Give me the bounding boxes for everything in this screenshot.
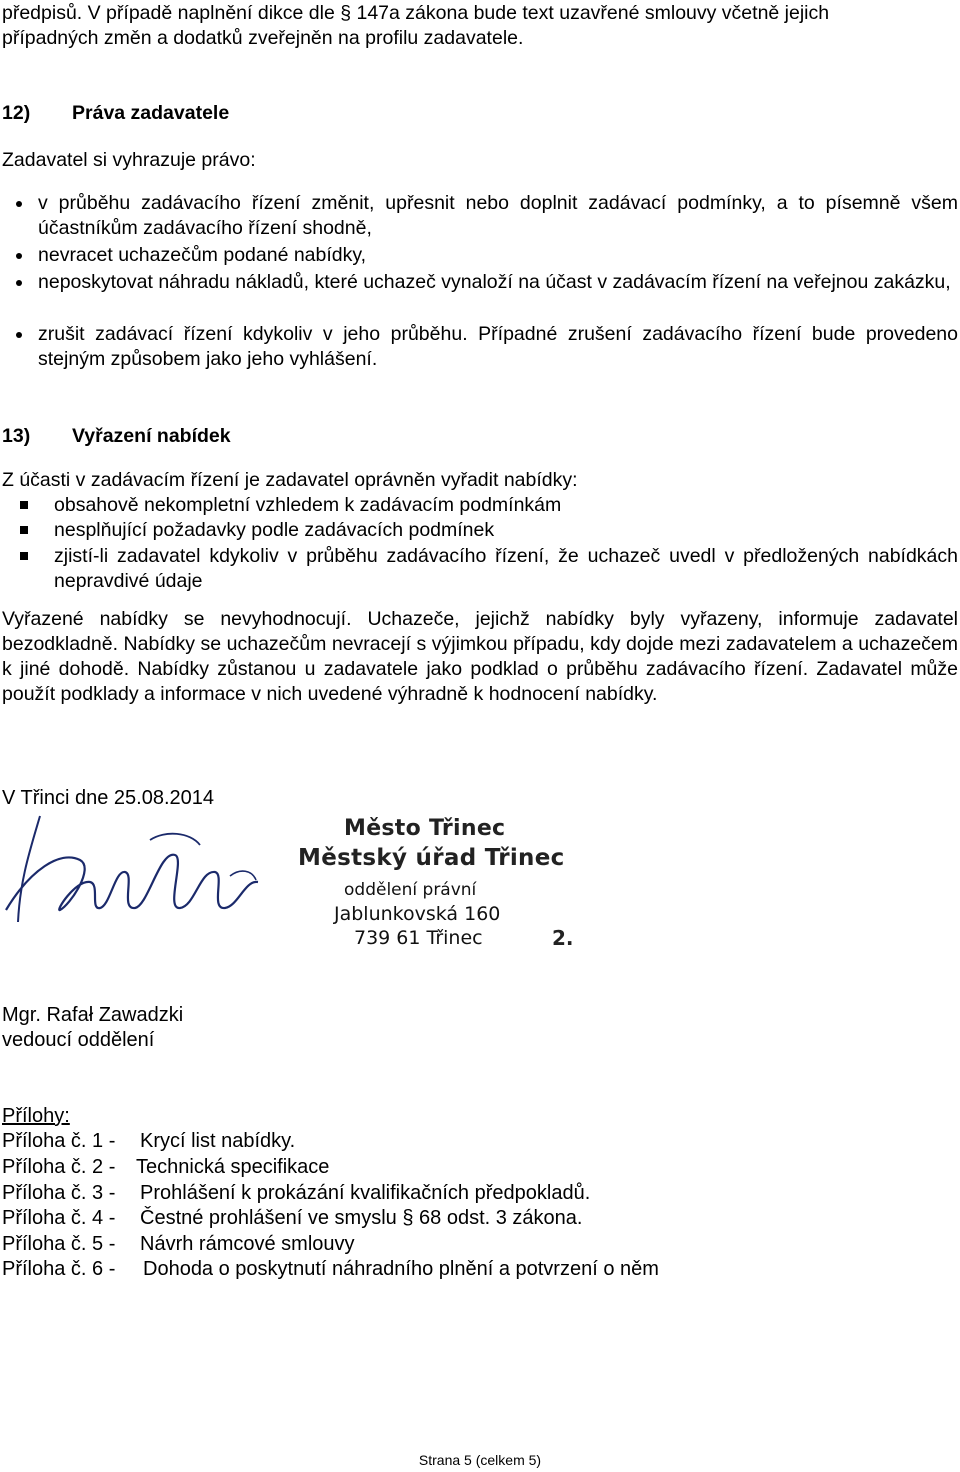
stamp-line-1: Město Třinec [344,816,506,841]
intro-line-2: případných změn a dodatků zveřejněn na profilu zadavatele. [2,27,524,49]
attachment-text: Technická specifikace [136,1156,330,1178]
signatory-name: Mgr. Rafał Zawadzki [2,1004,184,1026]
section-13-lead: Z účasti v zadávacím řízení je zadavatel oprávněn vyřadit nabídky: [2,469,578,491]
section-12-item-4: zrušit zadávací řízení kdykoliv v jeho průběhu. Případné zrušení zadávacího řízení bude provedeno stejným způsobem jako jeho vyhlášení. [38,323,958,370]
attachment-row [2,1232,355,1257]
attachment-text: Prohlášení k prokázání kvalifikačních předpokladů. [140,1182,591,1204]
attachment-row [2,1155,329,1180]
stamp-line-5: 739 61 Třinec [354,927,483,949]
attachment-label: Příloha č. 5 - [2,1233,116,1255]
attachment-row [2,1181,590,1206]
section-13-heading [2,424,231,449]
attachment-label: Příloha č. 6 - [2,1258,116,1280]
section-12-item-2: nevracet uchazečům podané nabídky, [38,243,958,268]
attachment-text: Čestné prohlášení ve smyslu § 68 odst. 3 zákona. [140,1207,583,1229]
stamp-mark: 2. [552,926,574,950]
attachment-text: Krycí list nabídky. [140,1130,296,1152]
attachment-label: Příloha č. 1 - [2,1130,116,1152]
attachment-label: Příloha č. 3 - [2,1182,116,1204]
attachment-row [2,1257,659,1282]
intro-line-1: předpisů. V případě naplnění dikce dle § 147a zákona bude text uzavřené smlouvy včetně jejich [2,2,830,24]
section-13-number: 13) [2,425,31,447]
place-date: V Třinci dne 25.08.2014 [2,787,215,809]
section-13-item-3: zjistí-li zadavatel kdykoliv v průběhu zadávacího řízení, že uchazeč uvedl v předložených nabídkách nepravdivé údaje [54,545,958,592]
stamp-line-4: Jablunkovská 160 [334,903,501,925]
section-12-item-3: neposkytovat náhradu nákladů, které uchazeč vynaloží na účast v zadávacím řízení na veřejnou zakázku, [38,270,958,295]
section-13-item-2: nesplňující požadavky podle zadávacích podmínek [54,518,958,543]
section-12-title: Práva zadavatele [72,102,230,124]
attachment-row [2,1206,582,1231]
section-13-title: Vyřazení nabídek [72,425,231,447]
attachment-text: Návrh rámcové smlouvy [140,1233,355,1255]
attachment-text: Dohoda o poskytnutí náhradního plnění a potvrzení o něm [143,1258,659,1280]
section-13-closing: Vyřazené nabídky se nevyhodnocují. Uchazeče, jejichž nabídky byly vyřazeny, informuje zadavatel bezodkladně. Nabídky se uchazečům nevracejí s výjimkou případu, kdy dojde mezi zadavatelem a uchazečem k jiné dohodě. Nabídky zůstanou u zadavatele jako podklad o průběhu zadávacího řízení. Zadavatel může použít podklady a informace v nich uvedené výhradně k hodnocení nabídky. [2,608,958,705]
section-12-item-1: v průběhu zadávacího řízení změnit, upřesnit nebo doplnit zadávací podmínky, a to písemně všem účastníkům zadávacího řízení shodně, [38,192,958,239]
section-12-lead: Zadavatel si vyhrazuje právo: [2,149,256,171]
stamp-line-2: Městský úřad Třinec [298,845,565,871]
section-13-item-1: obsahově nekompletní vzhledem k zadávacím podmínkám [54,493,958,518]
signature-image [0,810,300,940]
attachment-label: Příloha č. 4 - [2,1207,116,1229]
stamp-line-3: oddělení právní [344,880,477,900]
attachments-heading: Přílohy: [2,1105,70,1127]
signatory-role: vedoucí oddělení [2,1029,155,1051]
section-12-heading [2,101,229,126]
attachment-label: Příloha č. 2 - [2,1156,116,1178]
section-12-number: 12) [2,102,31,124]
attachment-row [2,1129,295,1154]
page-footer: Strana 5 (celkem 5) [418,1452,542,1468]
office-stamp [296,808,596,958]
